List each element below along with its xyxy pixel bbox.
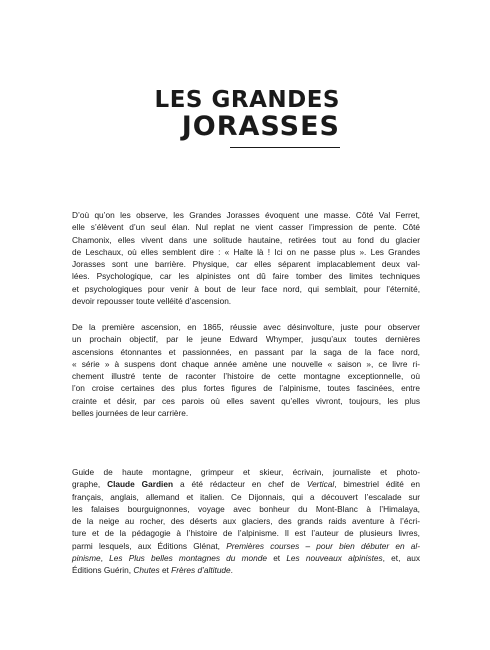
text-line: Chamonix, elles vivent dans une solitude hautaine, retirées tout au fond du glacier xyxy=(72,234,420,245)
text-line: français, anglais, allemand et italien. Ce Dijonnais, qui a découvert l’escalade sur xyxy=(72,491,420,502)
text-line: l’on croise certaines des plus fortes figures de l’alpinisme, toutes fascinées, entre xyxy=(72,383,420,394)
text-line xyxy=(72,478,420,490)
text-run: Éditions Guérin, xyxy=(72,565,134,575)
title-underline xyxy=(230,147,340,148)
text-run: . xyxy=(230,565,233,575)
book-title: pinisme xyxy=(72,552,101,563)
text-line: et psychologiques pour venir à bout de leur face nord, qui semblait, pour l’éternité, xyxy=(72,283,420,294)
book-title: Les Plus belles montagnes du monde xyxy=(109,552,267,563)
magazine-title: Vertical xyxy=(306,479,335,490)
text-run: , xyxy=(100,552,110,563)
text-line: lées. Psychologique, car les alpinistes ont dû faire tomber des limites techniques xyxy=(72,271,420,282)
paragraph-history xyxy=(72,321,420,419)
text-line: de Leschaux, où elles semblent dire : « Halte là ! Ici on ne passe plus ». Les Grandes xyxy=(72,246,420,257)
text-line: chement illustré tente de raconter l’histoire de cette montagne exceptionnelle, où xyxy=(72,371,420,381)
text-run: , bimestriel édité en xyxy=(334,479,421,490)
text-line: ascensions étonnantes et passionnées, en passant par la saga de la face nord, xyxy=(72,346,420,357)
title-line-2: JORASSES xyxy=(181,111,340,142)
book-title: Les nouveaux alpinistes xyxy=(286,552,383,563)
text-line xyxy=(72,552,420,564)
text-run: et xyxy=(159,565,172,575)
text-run: a été rédacteur en chef de xyxy=(173,479,307,490)
text-line: Guide de haute montagne, grimpeur et skieur, écrivain, journaliste et photo- xyxy=(72,467,420,477)
author-name: Claude Gardien xyxy=(107,479,174,490)
text-run: parmi lesquels, aux Éditions Glénat, xyxy=(72,540,227,551)
text-line: Jorasses sont une barrière. Physique, car elles séparent implacablement deux val- xyxy=(72,259,420,269)
text-run: graphe, xyxy=(72,479,108,490)
text-line: D’où qu’on les observe, les Grandes Jorasses évoquent une masse. Côté Val Ferret, xyxy=(72,210,420,220)
text-run: et xyxy=(266,552,287,563)
text-line: un prochain objectif, par le jeune Edward Whymper, jusqu’aux toutes dernières xyxy=(72,334,420,345)
text-run: , et, aux xyxy=(382,552,420,563)
title-block xyxy=(155,88,340,148)
text-line xyxy=(72,564,420,576)
book-title: Chutes xyxy=(133,565,160,575)
title-line-1: LES GRANDES xyxy=(154,87,340,113)
text-line xyxy=(72,540,420,552)
book-title: Frères d’altitude xyxy=(171,565,231,575)
text-line: De la première ascension, en 1865, réussie avec désinvolture, juste pour observer xyxy=(72,322,420,332)
paragraph-author-bio xyxy=(72,466,420,576)
text-line: de la neige au rocher, des déserts aux glaciers, des grands raids aventure à l’écri- xyxy=(72,516,420,526)
book-title: Premières courses – pour bien débuter en al- xyxy=(226,540,420,551)
text-line: les falaises bourguignonnes, voyage avec bonheur du Mont-Blanc à l’Himalaya, xyxy=(72,503,420,514)
paragraph-intro xyxy=(72,209,420,307)
text-line: belles journées de leur carrière. xyxy=(72,407,189,418)
text-line: ture et de la pédagogie à l’histoire de l’alpinisme. Il est l’auteur de plusieurs livres, xyxy=(72,528,420,539)
text-line: devoir repousser toute velléité d’ascension. xyxy=(72,295,232,306)
text-line: elle s’élèvent d’un seul élan. Nul replat ne vient casser l’impression de pente. Côté xyxy=(72,222,420,233)
text-line: « série » à suspens dont chaque année amène une nouvelle « saison », ce livre ri- xyxy=(72,358,420,369)
text-line: crainte et désir, par ces parois où elles savent qu’elles vivront, toujours, les plus xyxy=(72,395,420,406)
